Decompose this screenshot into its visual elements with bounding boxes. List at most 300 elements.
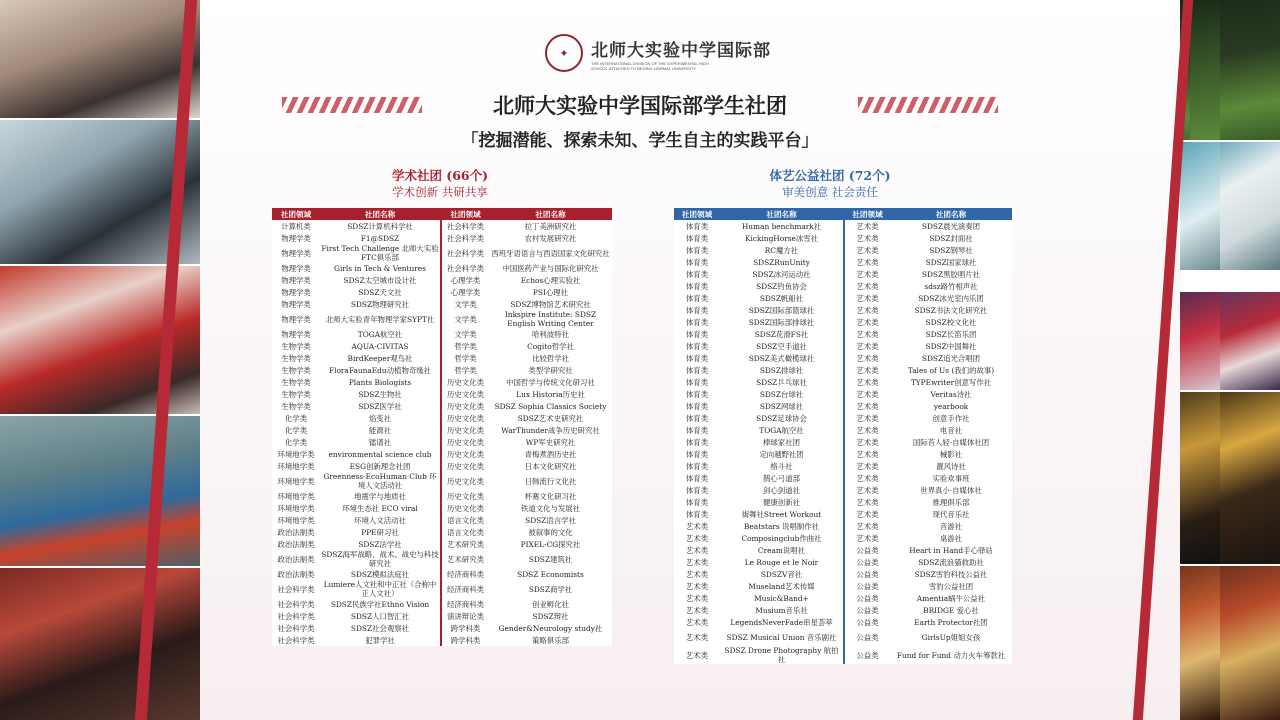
club-name-cell: Veritas诗社: [930, 389, 972, 399]
club-field-cell: 艺术类: [856, 533, 879, 543]
club-field-cell: 公益类: [856, 569, 879, 579]
table-row: [272, 598, 612, 610]
table-row: [272, 490, 612, 502]
table-header-row: [674, 208, 1012, 220]
club-field-cell: 经济商科类: [447, 584, 484, 594]
club-field-cell: 社会科学类: [277, 623, 315, 633]
club-field-cell: 文学类: [454, 314, 477, 324]
club-name-cell: Tales of Us (我们的故事): [907, 365, 995, 375]
club-name-cell: SDSZ雪豹科技公益社: [914, 569, 988, 579]
table-row: [674, 556, 1012, 568]
table-row: [272, 550, 612, 568]
club-name-cell: 日韩流行文化社: [524, 476, 577, 486]
club-field-cell: 政治法制类: [277, 527, 315, 537]
table-row: [272, 286, 612, 298]
club-name-cell: Beatstars 说唱制作社: [720, 520, 844, 532]
table-row: [272, 412, 612, 424]
club-field-cell: 艺术类: [856, 233, 879, 243]
club-name-cell: Echos心理实验社: [520, 275, 581, 285]
club-field-cell: 哲学类: [454, 341, 477, 351]
club-field-cell: 经济商科类: [447, 569, 484, 579]
table-row: [674, 424, 1012, 436]
club-name-cell: WarThunder战争历史研究社: [501, 425, 600, 435]
club-field-cell: 艺术类: [856, 221, 879, 231]
club-field-cell: 社会科学类: [447, 263, 484, 273]
club-field-cell: 心理学类: [450, 287, 481, 297]
club-name-cell: SDSZ社会观察社: [320, 622, 441, 634]
club-name-cell: SDSZ民族学社Ethno Vision: [320, 598, 441, 610]
club-field-cell: 艺术类: [685, 545, 709, 555]
club-field-cell: 社会科学类: [447, 248, 484, 258]
table-row: [272, 220, 612, 232]
club-field-cell: 计算机类: [281, 221, 311, 231]
club-name-cell: SDSZ Musical Union 音乐剧社: [720, 628, 844, 646]
club-field-cell: 跨学科类: [450, 635, 481, 645]
club-field-cell: 艺术类: [856, 437, 879, 447]
club-name-cell: SDSZ追光合唱团: [921, 353, 981, 363]
club-name-cell: WP军史研究社: [525, 437, 576, 447]
club-name-cell: sdsz路竹相声社: [924, 281, 978, 291]
club-field-cell: 历史文化类: [447, 503, 484, 513]
club-name-cell: 创业孵化社: [532, 599, 569, 609]
club-field-cell: 公益类: [856, 581, 879, 591]
club-field-cell: 体育类: [685, 449, 709, 459]
photo-kayaking: [0, 416, 210, 566]
club-name-cell: SDSZ国际部篮球社: [720, 304, 844, 316]
school-seal-icon: ✦: [545, 34, 583, 72]
table-row: [674, 316, 1012, 328]
table-row: [272, 424, 612, 436]
club-field-cell: 社会科学类: [447, 221, 484, 231]
club-field-cell: 艺术类: [856, 389, 879, 399]
club-field-cell: 环境地学类: [277, 515, 315, 525]
club-field-cell: 体育类: [685, 473, 709, 483]
club-field-cell: 体育类: [685, 401, 709, 411]
club-field-cell: 生物学类: [281, 341, 311, 351]
club-name-cell: 农村发展研究社: [524, 233, 577, 243]
club-name-cell: 实验欢事班: [932, 473, 970, 483]
club-name-cell: 鹊心弓道部: [720, 472, 844, 484]
table-row: [674, 460, 1012, 472]
table-row: [674, 412, 1012, 424]
club-field-cell: 社会科学类: [277, 635, 315, 645]
club-name-cell: SDSZ艺术史研究社: [517, 413, 584, 423]
club-field-cell: 体育类: [685, 389, 709, 399]
table-row: [272, 580, 612, 598]
club-field-cell: 心理学类: [450, 275, 481, 285]
club-name-cell: 环境生态社 ECO viral: [320, 502, 441, 514]
table-row: [272, 274, 612, 286]
table-row: [674, 568, 1012, 580]
club-name-cell: SDSZ排球社: [720, 364, 844, 376]
table-row: [272, 622, 612, 634]
club-field-cell: 社会科学类: [447, 233, 484, 243]
club-field-cell: 艺术类: [856, 425, 879, 435]
club-name-cell: SDSZ书法文化研究社: [914, 305, 988, 315]
club-field-cell: 体育类: [685, 353, 709, 363]
club-field-cell: 艺术类: [856, 305, 879, 315]
club-name-cell: 格斗社: [720, 460, 844, 472]
club-name-cell: First Tech Challenge 北师大实验FTC俱乐部: [320, 244, 441, 262]
club-field-cell: 物理学类: [281, 248, 311, 258]
club-field-cell: 公益类: [856, 632, 879, 642]
school-name-cn: 北师大实验中学国际部: [591, 40, 771, 61]
club-name-cell: 剑心剑道社: [720, 484, 844, 496]
club-name-cell: 焰变社: [320, 412, 441, 424]
table-row: [674, 388, 1012, 400]
table-row: [272, 352, 612, 364]
club-name-cell: AQUA-CIVITAS: [320, 340, 441, 352]
table-row: [272, 472, 612, 490]
page-title: 北师大实验中学国际部学生社团: [493, 93, 787, 118]
club-field-cell: 生物学类: [281, 365, 311, 375]
table-row: [272, 298, 612, 310]
club-name-cell: KickingHorse冰雪社: [720, 232, 844, 244]
club-field-cell: 艺术类: [685, 533, 709, 543]
table-row: [272, 400, 612, 412]
club-field-cell: 政治法制类: [277, 569, 315, 579]
club-name-cell: F1@SDSZ: [320, 232, 441, 244]
club-field-cell: 艺术类: [685, 617, 709, 627]
club-field-cell: 历史文化类: [447, 476, 484, 486]
table-row: [272, 244, 612, 262]
club-field-cell: 化学类: [284, 437, 308, 447]
table-row: [272, 568, 612, 580]
club-field-cell: 体育类: [685, 365, 709, 375]
club-field-cell: 体育类: [685, 293, 709, 303]
club-field-cell: 跨学科类: [450, 623, 481, 633]
club-name-cell: TYPEwriter创意写作社: [910, 377, 992, 387]
club-field-cell: 艺术类: [685, 605, 709, 615]
club-field-cell: 公益类: [856, 605, 879, 615]
club-name-cell: 拉丁美洲研究社: [524, 221, 577, 231]
club-name-cell: Gender&Neurology study社: [498, 623, 603, 633]
club-field-cell: 环境地学类: [277, 503, 315, 513]
club-name-cell: 犯罪学社: [320, 634, 441, 646]
photo-piano-concert: [0, 568, 210, 720]
table-row: [674, 616, 1012, 628]
club-name-cell: 策略俱乐部: [532, 635, 569, 645]
club-name-cell: Cogito哲学社: [527, 341, 574, 351]
club-name-cell: SDSZ冰河运动社: [720, 268, 844, 280]
table-row: [674, 508, 1012, 520]
table-row: [272, 460, 612, 472]
club-field-cell: 历史文化类: [447, 491, 484, 501]
club-name-cell: Fund for Fund 动力火车筹款社: [896, 650, 1006, 660]
club-name-cell: SDSZ晨光演奏团: [921, 221, 981, 231]
table-row: [272, 376, 612, 388]
club-field-cell: 哲学类: [454, 353, 477, 363]
club-field-cell: 体育类: [685, 233, 709, 243]
table-row: [272, 634, 612, 646]
table-row: [674, 304, 1012, 316]
table-row: [674, 436, 1012, 448]
club-name-cell: 北师大实验青年物理学家SYPT社: [320, 310, 441, 328]
table-row: [272, 448, 612, 460]
club-name-cell: SDSZ中国舞社: [925, 341, 977, 351]
club-name-cell: 创意手作社: [932, 413, 970, 423]
column-header: 社团名称: [320, 208, 441, 220]
club-field-cell: 生物学类: [281, 377, 311, 387]
club-name-cell: 靓风诗社: [936, 461, 966, 471]
club-field-cell: 体育类: [685, 485, 709, 495]
club-name-cell: Heart in Hand手心驿站: [909, 545, 993, 555]
club-field-cell: 化学类: [284, 425, 308, 435]
sport-heading: 体艺公益社团 (72个): [769, 168, 891, 183]
club-field-cell: 艺术类: [856, 521, 879, 531]
table-row: [674, 400, 1012, 412]
club-name-cell: SDSZ商学社: [528, 584, 573, 594]
club-name-cell: 中国哲学与传统文化研习社: [506, 377, 595, 387]
table-row: [674, 244, 1012, 256]
club-name-cell: 杯赛文化研习社: [524, 491, 577, 501]
club-field-cell: 艺术类: [856, 497, 879, 507]
table-header-row: [272, 208, 612, 220]
club-name-cell: PPE研习社: [320, 526, 441, 538]
club-field-cell: 历史文化类: [447, 449, 484, 459]
club-name-cell: SDSZ语言学社: [525, 515, 576, 525]
club-field-cell: 生物学类: [281, 401, 311, 411]
club-field-cell: 体育类: [685, 341, 709, 351]
club-field-cell: 历史文化类: [447, 437, 484, 447]
academic-heading: 学术社团 (66个): [391, 168, 489, 183]
club-field-cell: 历史文化类: [447, 389, 484, 399]
club-name-cell: SDSZ Economists: [517, 569, 584, 579]
club-field-cell: 艺术类: [856, 485, 879, 495]
table-row: [272, 340, 612, 352]
club-field-cell: 文学类: [454, 329, 477, 339]
club-name-cell: SDSZ花滑FS社: [720, 328, 844, 340]
club-field-cell: 物理学类: [281, 275, 311, 285]
club-name-cell: RC魔方社: [720, 244, 844, 256]
club-name-cell: 世界真小·自媒体社: [920, 485, 982, 495]
school-name-en: THE INTERNATIONAL DIVISION OF THE EXPERIMENTAL HIGH SCHOOL ATTACHED TO BEIJING NORMAL UNIVERSITY: [591, 60, 709, 71]
table-row: [272, 310, 612, 328]
club-field-cell: 艺术类: [856, 353, 879, 363]
club-field-cell: 物理学类: [281, 314, 311, 324]
column-header: 社团领域: [674, 208, 720, 220]
table-row: [272, 502, 612, 514]
table-row: [674, 376, 1012, 388]
column-header: 社团领域: [441, 208, 489, 220]
table-row: [674, 340, 1012, 352]
club-name-cell: 音游社: [939, 521, 963, 531]
table-row: [674, 352, 1012, 364]
club-name-cell: SDSZ医学社: [320, 400, 441, 412]
club-name-cell: LegendsNeverFade串星荟萃: [720, 616, 844, 628]
club-name-cell: PIXEL-CG探究社: [520, 539, 581, 549]
club-field-cell: 环境地学类: [277, 449, 315, 459]
club-field-cell: 体育类: [685, 461, 709, 471]
club-name-cell: Lumiere人文社和中正社（合称中正人文社）: [320, 580, 441, 598]
club-name-cell: 哈利波特社: [532, 329, 569, 339]
club-field-cell: 历史文化类: [447, 401, 484, 411]
club-field-cell: 公益类: [856, 650, 879, 660]
club-field-cell: 物理学类: [281, 329, 311, 339]
club-field-cell: 环境地学类: [277, 461, 315, 471]
club-name-cell: SDSZV音社: [720, 568, 844, 580]
club-name-cell: SDSZ国家球社: [925, 257, 977, 267]
club-field-cell: 艺术类: [856, 461, 879, 471]
club-field-cell: 艺术类: [685, 521, 709, 531]
club-name-cell: SDSZ校文化社: [925, 317, 977, 327]
club-name-cell: Human benchmark社: [720, 220, 844, 232]
table-row: [674, 232, 1012, 244]
club-name-cell: 青梅煮酒历史社: [524, 449, 577, 459]
column-header: 社团领域: [844, 208, 890, 220]
table-row: [272, 232, 612, 244]
club-field-cell: 艺术类: [856, 473, 879, 483]
club-name-cell: yearbook: [933, 401, 969, 411]
club-name-cell: SDSZ海军战略、战术、战史与科技研究社: [320, 550, 441, 568]
table-row: [674, 328, 1012, 340]
club-name-cell: SDSZ Sophia Classics Society: [494, 401, 607, 411]
table-row: [674, 292, 1012, 304]
table-row: [674, 628, 1012, 646]
club-field-cell: 公益类: [856, 617, 879, 627]
club-name-cell: 定向越野社团: [720, 448, 844, 460]
club-name-cell: BRIDGE 爱心社: [923, 605, 979, 615]
photo-table-tennis: [0, 266, 210, 414]
column-header: 社团名称: [890, 208, 1012, 220]
club-name-cell: Plants Biologists: [320, 376, 441, 388]
club-field-cell: 语言文化类: [447, 527, 484, 537]
club-name-cell: TOGA航空社: [720, 424, 844, 436]
club-name-cell: 国际苔人轻·自媒体社团: [912, 437, 990, 447]
club-name-cell: 雪豹公益社团: [928, 581, 974, 591]
club-field-cell: 经济商科类: [447, 599, 484, 609]
club-name-cell: 西班牙语语言与西语国家文化研究社: [491, 248, 610, 258]
club-field-cell: 体育类: [685, 269, 709, 279]
club-name-cell: 被叙事的文化: [528, 527, 573, 537]
club-name-cell: Greenness-EcoHuman Club 环境人文活动社: [320, 472, 441, 490]
club-name-cell: GirlsUp姐姐女孩: [921, 632, 981, 642]
club-name-cell: SDSZ黑胶唱片社: [921, 269, 981, 279]
club-name-cell: 铁道文化与发展社: [520, 503, 581, 513]
club-field-cell: 公益类: [856, 557, 879, 567]
table-row: [674, 220, 1012, 232]
club-field-cell: 演讲辩论类: [447, 611, 484, 621]
table-row: [674, 484, 1012, 496]
club-name-cell: Museland艺术传媒: [720, 580, 844, 592]
academic-clubs-table: [272, 208, 612, 646]
club-field-cell: 社会科学类: [277, 584, 315, 594]
club-field-cell: 社会科学类: [277, 611, 315, 621]
club-field-cell: 艺术类: [856, 413, 879, 423]
table-row: [272, 526, 612, 538]
club-name-cell: environmental science club: [320, 448, 441, 460]
club-name-cell: 能源社: [320, 424, 441, 436]
club-name-cell: SDSZ台球社: [720, 388, 844, 400]
club-name-cell: Girls in Tech & Ventures: [320, 262, 441, 274]
club-name-cell: 桌游社: [939, 533, 963, 543]
club-field-cell: 生物学类: [281, 353, 311, 363]
club-name-cell: SDSZ长笛乐团: [925, 329, 977, 339]
club-name-cell: 街舞社Street Workout: [720, 508, 844, 520]
table-row: [674, 280, 1012, 292]
table-row: [674, 646, 1012, 664]
club-name-cell: 棒球家社团: [720, 436, 844, 448]
table-row: [272, 364, 612, 376]
club-name-cell: SDSZ钓鱼协会: [720, 280, 844, 292]
club-name-cell: ESG创新理念社团: [320, 460, 441, 472]
table-row: [674, 472, 1012, 484]
club-name-cell: 电音社: [939, 425, 963, 435]
table-row: [674, 580, 1012, 592]
club-name-cell: SDSZ钢琴社: [929, 245, 973, 255]
club-field-cell: 艺术类: [856, 401, 879, 411]
club-field-cell: 体育类: [685, 437, 709, 447]
school-logo: [545, 34, 771, 72]
club-field-cell: 艺术类: [685, 632, 709, 642]
club-name-cell: SDSZ帆船社: [720, 292, 844, 304]
table-row: [272, 610, 612, 622]
club-name-cell: SDSZ建筑社: [528, 554, 573, 564]
club-name-cell: PSI心理社: [532, 287, 569, 297]
table-row: [272, 328, 612, 340]
club-field-cell: 体育类: [685, 509, 709, 519]
club-name-cell: 地震学与地质社: [320, 490, 441, 502]
club-name-cell: 类型学研究社: [528, 365, 573, 375]
club-name-cell: SDSZ物理研究社: [320, 298, 441, 310]
club-name-cell: SDSZ模拟法庭社: [320, 568, 441, 580]
club-name-cell: Amentia蜗牛公益社: [916, 593, 986, 603]
column-header: 社团名称: [720, 208, 844, 220]
table-row: [674, 496, 1012, 508]
club-name-cell: SDSZ冰光室内乐团: [918, 293, 984, 303]
club-name-cell: Music&Band+: [720, 592, 844, 604]
club-name-cell: 械影社: [939, 449, 963, 459]
club-field-cell: 环境地学类: [277, 491, 315, 501]
table-row: [674, 520, 1012, 532]
club-name-cell: SDSZ辩社: [532, 611, 569, 621]
club-field-cell: 体育类: [685, 497, 709, 507]
club-name-cell: 健康创新社: [720, 496, 844, 508]
club-field-cell: 公益类: [856, 545, 879, 555]
table-row: [272, 514, 612, 526]
club-field-cell: 艺术类: [856, 449, 879, 459]
club-field-cell: 文学类: [454, 299, 477, 309]
club-field-cell: 体育类: [685, 377, 709, 387]
club-field-cell: 体育类: [685, 413, 709, 423]
club-field-cell: 生物学类: [281, 389, 311, 399]
table-row: [674, 532, 1012, 544]
table-row: [272, 388, 612, 400]
table-row: [272, 436, 612, 448]
club-field-cell: 政治法制类: [277, 554, 315, 564]
club-field-cell: 体育类: [685, 425, 709, 435]
club-field-cell: 体育类: [685, 329, 709, 339]
club-field-cell: 艺术类: [856, 365, 879, 375]
table-row: [272, 538, 612, 550]
table-row: [674, 268, 1012, 280]
club-name-cell: SDSZ足球协会: [720, 412, 844, 424]
club-name-cell: BirdKeeper观鸟社: [320, 352, 441, 364]
club-field-cell: 体育类: [685, 281, 709, 291]
club-field-cell: 艺术类: [856, 257, 879, 267]
club-field-cell: 体育类: [685, 305, 709, 315]
club-field-cell: 体育类: [685, 257, 709, 267]
table-row: [674, 604, 1012, 616]
table-row: [674, 256, 1012, 268]
table-row: [272, 262, 612, 274]
club-name-cell: SDSZ天文社: [320, 286, 441, 298]
club-name-cell: Cream说唱社: [720, 544, 844, 556]
club-name-cell: 中国医药产业与国际化研究社: [502, 263, 599, 273]
club-name-cell: SDSZ博物馆艺术研究社: [510, 299, 591, 309]
club-field-cell: 环境地学类: [277, 476, 315, 486]
club-field-cell: 艺术类: [856, 281, 879, 291]
